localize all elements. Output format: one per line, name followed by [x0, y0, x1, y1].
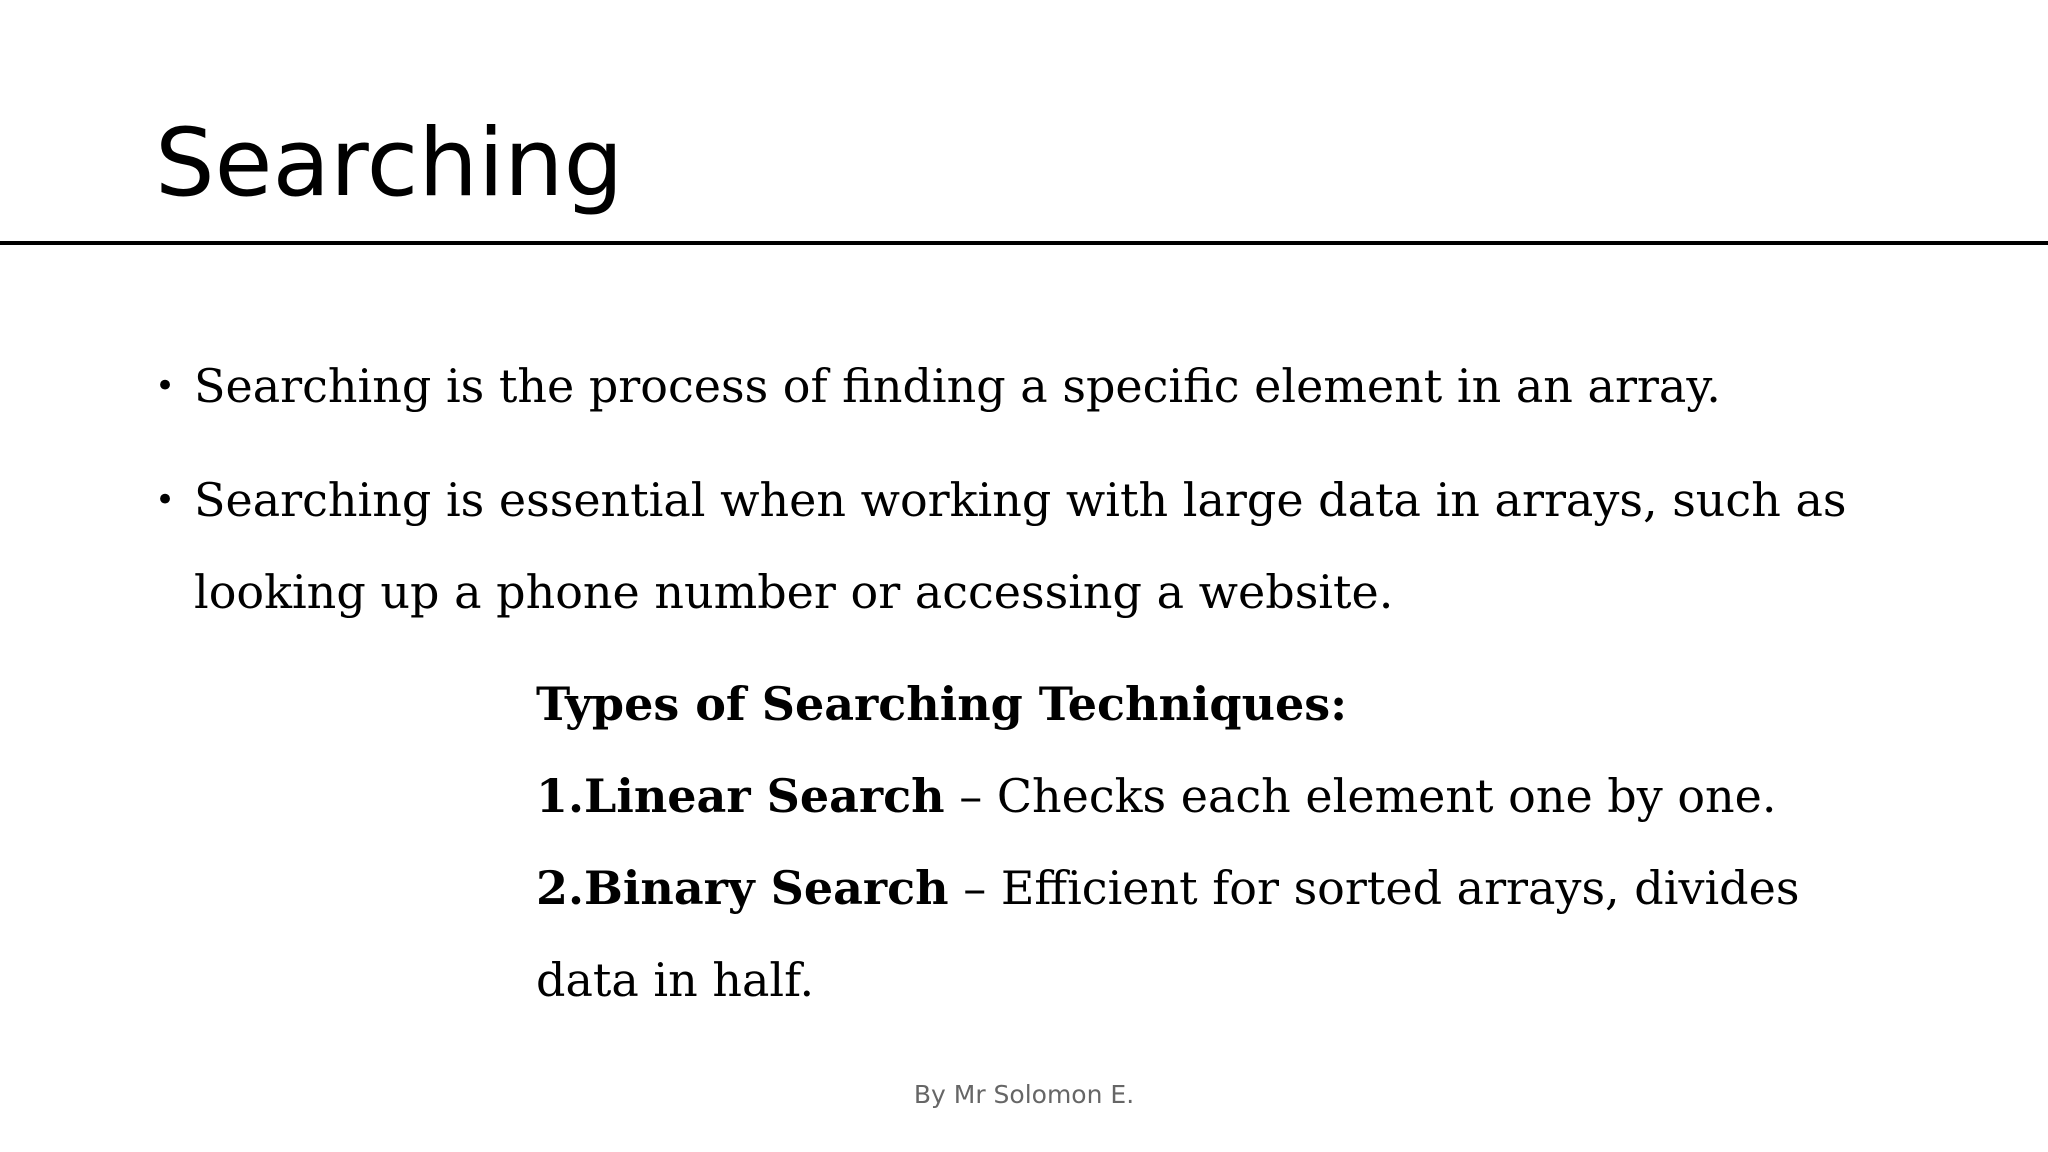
search-type-description: – Efficient for sorted arrays, divides data in half.: [536, 861, 1800, 1007]
search-type-item: [536, 750, 1856, 842]
search-type-name: 2.Binary Search: [536, 861, 949, 915]
slide-footer: By Mr Solomon E.: [913, 1080, 1135, 1109]
search-types-heading: Types of Searching Techniques:: [536, 677, 1348, 731]
search-types-block: [536, 658, 1856, 1026]
bullet-item: [155, 340, 1855, 432]
bullet-item: [155, 454, 1855, 638]
bullet-icon: •: [155, 366, 176, 406]
search-type-item: [536, 842, 1856, 1026]
search-type-description: – Checks each element one by one.: [944, 769, 1777, 823]
bullet-icon: •: [155, 480, 176, 520]
search-type-name: 1.Linear Search: [536, 769, 945, 823]
title-divider: [0, 241, 2048, 245]
slide-title: Searching: [155, 109, 624, 218]
bullet-text: Searching is essential when working with large data in arrays, such as looking up a phone number or accessing a website.: [194, 473, 1847, 619]
bullet-text: Searching is the process of finding a specific element in an array.: [194, 359, 1721, 413]
bullet-list: [155, 340, 1855, 660]
